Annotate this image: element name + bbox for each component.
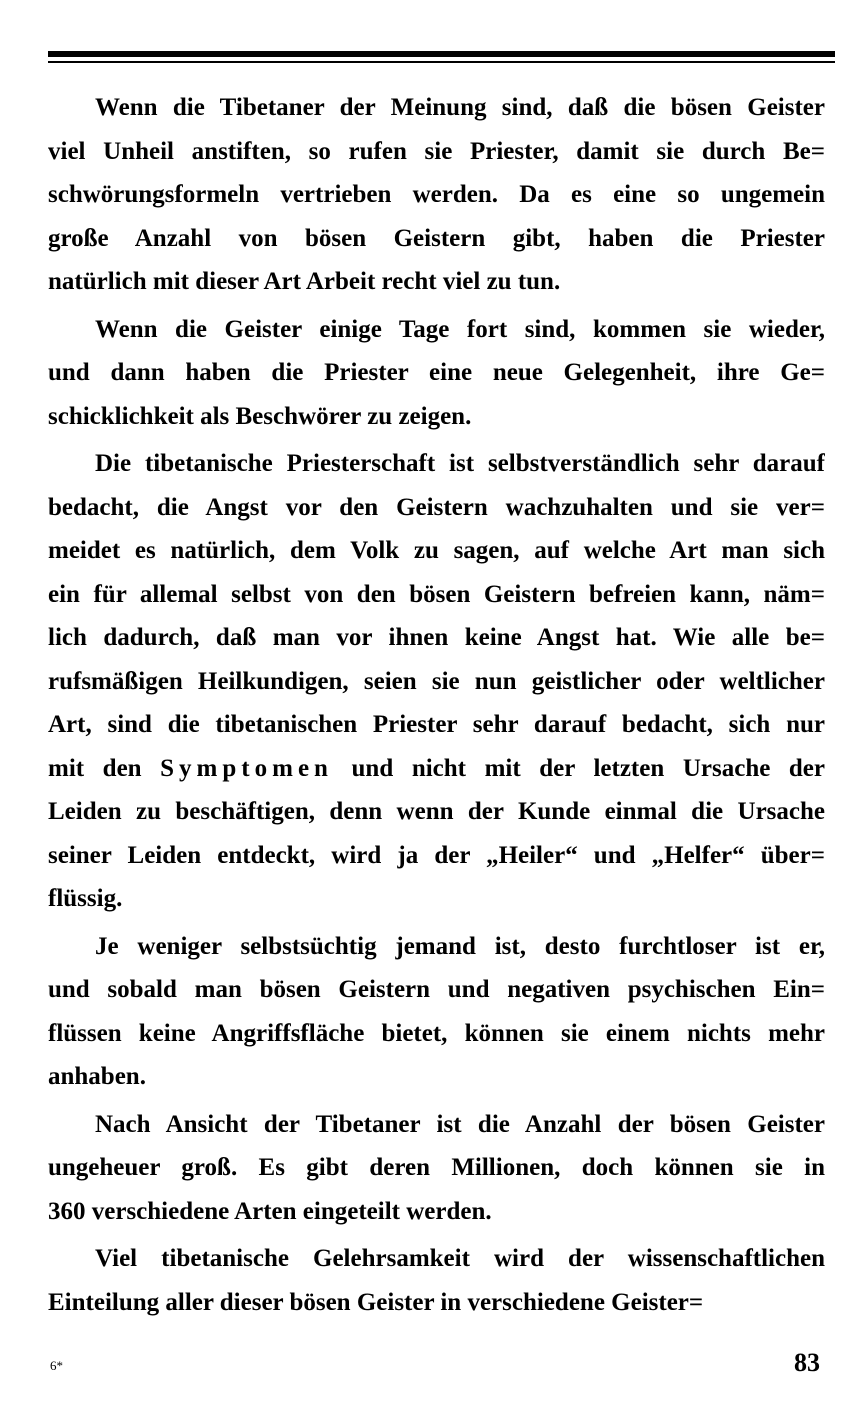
signature-mark: 6* xyxy=(50,1358,63,1373)
text-line: und dann haben die Priester eine neue Gelegenheit, ihre Ge= xyxy=(48,359,825,386)
text-line: meidet es natürlich, dem Volk zu sagen, auf welche Art man sich xyxy=(48,537,825,564)
text-line: schwörungsformeln vertrieben werden. Da es eine so ungemein xyxy=(48,181,825,208)
paragraph xyxy=(48,925,825,1099)
text-line: viel Unheil anstiften, so rufen sie Priester, damit sie durch Be= xyxy=(48,137,825,165)
text-line: Wenn die Tibetaner der Meinung sind, daß die bösen Geister xyxy=(95,94,825,121)
paragraph xyxy=(48,308,825,439)
text-line: Viel tibetanische Gelehrsamkeit wird der wissenschaftlichen xyxy=(95,1245,825,1272)
text-line: Wenn die Geister einige Tage fort sind, kommen sie wieder, xyxy=(95,315,825,343)
text-line: flüssen keine Angriffsfläche bietet, können sie einem nichts mehr xyxy=(48,1019,825,1047)
text-line: mit den Symptomen und nicht mit der letzten Ursache der xyxy=(48,754,825,782)
text-line: natürlich mit dieser Art Arbeit recht viel zu tun. xyxy=(48,268,561,295)
paragraph xyxy=(48,1237,825,1324)
paragraph xyxy=(48,86,825,304)
text-line: Leiden zu beschäftigen, denn wenn der Kunde einmal die Ursache xyxy=(48,798,825,825)
text-line: Art, sind die tibetanischen Priester sehr darauf bedacht, sich nur xyxy=(48,711,825,738)
text-line: Einteilung aller dieser bösen Geister in verschiedene Geister= xyxy=(48,1288,704,1316)
text-line: flüssig. xyxy=(48,885,123,912)
text-line: seiner Leiden entdeckt, wird ja der „Heiler“ und „Helfer“ über= xyxy=(48,841,825,869)
text-line: ungeheuer groß. Es gibt deren Millionen, doch können sie in xyxy=(48,1154,825,1181)
text-line: 360 verschiedene Arten eingeteilt werden. xyxy=(48,1197,492,1225)
text-line: ein für allemal selbst von den bösen Geistern befreien kann, näm= xyxy=(48,580,825,608)
body-text xyxy=(48,86,825,1328)
text-line: schicklichkeit als Beschwörer zu zeigen. xyxy=(48,402,472,430)
header-rule-thin xyxy=(48,61,835,63)
text-line: rufsmäßigen Heilkundigen, seien sie nun geistlicher oder weltlicher xyxy=(48,667,825,695)
paragraph xyxy=(48,442,825,921)
text-line: bedacht, die Angst vor den Geistern wachzuhalten und sie ver= xyxy=(48,493,825,521)
text-line: große Anzahl von bösen Geistern gibt, haben die Priester xyxy=(48,224,825,252)
emphasized-word: Symptomen xyxy=(160,754,333,782)
page-number: 83 xyxy=(794,1348,820,1377)
paragraph xyxy=(48,1103,825,1234)
text-line: Je weniger selbstsüchtig jemand ist, desto furchtloser ist er, xyxy=(95,932,825,960)
text-line: lich dadurch, daß man vor ihnen keine Angst hat. Wie alle be= xyxy=(48,624,825,651)
text-line: Die tibetanische Priesterschaft ist selbstverständlich sehr darauf xyxy=(95,450,825,477)
text-line: Nach Ansicht der Tibetaner ist die Anzahl der bösen Geister xyxy=(95,1110,825,1138)
text-line: und sobald man bösen Geistern und negativen psychischen Ein= xyxy=(48,976,825,1003)
header-rule-thick xyxy=(48,51,835,57)
text-line: anhaben. xyxy=(48,1063,146,1090)
